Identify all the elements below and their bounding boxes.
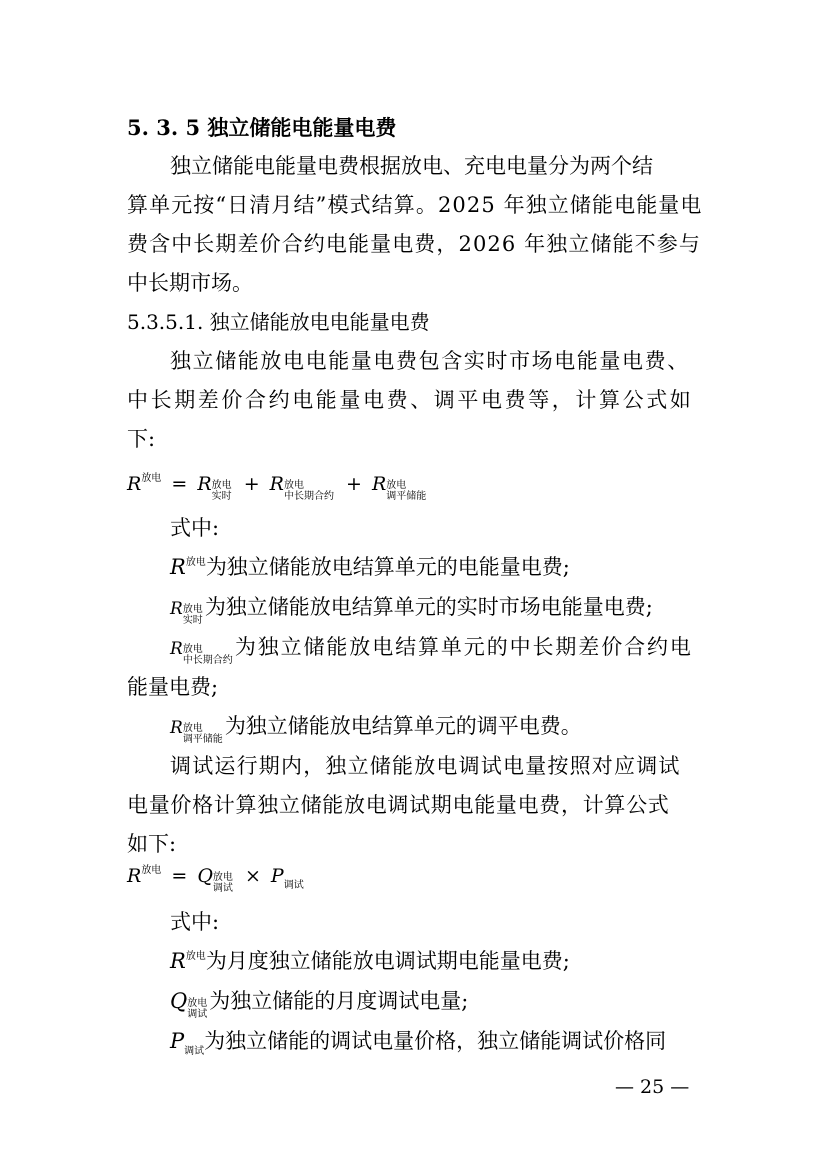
text: 独立储能电能量电费根据放电、充电电量分为两个结 xyxy=(170,154,653,178)
q-sup: 放电 xyxy=(212,872,233,883)
definition-text: 为独立储能放电结算单元的中长期差价合约电 xyxy=(234,635,693,659)
times-sign: × xyxy=(244,865,261,887)
term3-sub: 调平储能 xyxy=(386,491,427,502)
section-para-line-3: 费含中长期差价合约电能量电费，2026 年独立储能不参与 xyxy=(127,232,701,256)
p-sub: 调试 xyxy=(283,880,304,891)
symbol: R xyxy=(170,555,186,579)
formula-symbol: Q xyxy=(197,865,213,887)
definition2-2 xyxy=(170,991,468,1020)
formula-symbol: R xyxy=(127,865,142,887)
definition-4 xyxy=(170,716,582,745)
definition-text: 为独立储能的月度调试电量; xyxy=(209,989,469,1013)
definition-text: 为独立储能放电结算单元的调平电费。 xyxy=(224,714,582,738)
equals-sign: = xyxy=(171,473,188,495)
sub: 调试 xyxy=(187,1009,208,1020)
sup: 放电 xyxy=(182,644,203,655)
where-label-2: 式中: xyxy=(170,910,220,934)
scripts xyxy=(183,644,233,666)
definition-1 xyxy=(170,557,570,578)
scripts xyxy=(187,998,207,1020)
subsection-para-line-1: 独立储能放电电能量电费包含实时市场电能量电费、 xyxy=(170,349,690,373)
scripts xyxy=(183,723,223,745)
section-para-line-4: 中长期市场。 xyxy=(127,271,253,295)
subsection-heading: 5.3.5.1. 独立储能放电电能量电费 xyxy=(127,310,430,334)
symbol: Q xyxy=(170,989,188,1013)
term1-sup: 放电 xyxy=(211,480,232,491)
term3-scripts xyxy=(386,480,426,502)
para2-line-2: 电量价格计算独立储能放电调试期电能量电费，计算公式 xyxy=(127,793,670,817)
subsection-para-line-2: 中长期差价合约电能量电费、调平电费等，计算公式如 xyxy=(127,388,694,412)
sup: 放电 xyxy=(187,998,208,1009)
formula-symbol: P xyxy=(270,865,284,887)
formula-superscript: 放电 xyxy=(141,473,162,484)
superscript: 放电 xyxy=(185,557,206,568)
formula-discharge-fee xyxy=(127,474,428,502)
formula-debug-fee xyxy=(127,866,304,894)
section-para-line-2: 算单元按“日清月结”模式结算。2025 年独立储能电能量电 xyxy=(127,193,703,217)
definition2-1 xyxy=(170,951,570,972)
symbol: R xyxy=(170,949,186,973)
term1-scripts xyxy=(212,480,232,502)
symbol: P xyxy=(170,1029,185,1053)
symbol: R xyxy=(170,718,183,738)
definition-text: 为独立储能的调试电量价格，独立储能调试价格同 xyxy=(204,1029,667,1053)
sub: 调平储能 xyxy=(182,734,223,745)
formula-symbol: R xyxy=(197,473,212,495)
section-heading: 5. 3. 5 独立储能电能量电费 xyxy=(127,115,397,140)
definition2-3 xyxy=(170,1031,666,1057)
sup: 放电 xyxy=(182,604,203,615)
definition-text: 为独立储能放电结算单元的实时市场电能量电费; xyxy=(204,595,653,619)
formula-symbol: R xyxy=(269,473,284,495)
term1-sub: 实时 xyxy=(211,491,232,502)
definition-text: 为独立储能放电结算单元的电能量电费; xyxy=(205,555,570,579)
subsection-para-line-3: 下: xyxy=(127,427,156,451)
sub: 调试 xyxy=(184,1046,205,1057)
page-number: — 25 — xyxy=(615,1076,690,1098)
plus-sign: + xyxy=(243,473,260,495)
formula-symbol: R xyxy=(371,473,387,495)
definition-3-cont: 能量电费; xyxy=(127,675,219,699)
q-scripts xyxy=(213,872,233,894)
term3-sup: 放电 xyxy=(386,480,407,491)
term2-sub: 中长期合约 xyxy=(283,491,334,502)
definition-3 xyxy=(170,637,693,666)
scripts xyxy=(183,604,203,626)
symbol: R xyxy=(170,639,183,659)
para2-line-3: 如下: xyxy=(127,832,177,856)
plus-sign: + xyxy=(346,473,362,495)
para2-line-1: 调试运行期内，独立储能放电调试电量按照对应调试 xyxy=(170,754,681,778)
sub: 中长期合约 xyxy=(182,655,233,666)
formula-symbol: R xyxy=(127,473,142,495)
where-label: 式中: xyxy=(170,516,220,540)
equals-sign: = xyxy=(171,865,188,887)
q-sub: 调试 xyxy=(212,883,233,894)
definition-text: 为月度独立储能放电调试期电能量电费; xyxy=(205,949,570,973)
sub: 实时 xyxy=(182,615,203,626)
definition-2 xyxy=(170,597,653,626)
term2-scripts xyxy=(284,480,334,502)
superscript: 放电 xyxy=(185,951,206,962)
sup: 放电 xyxy=(182,723,203,734)
formula-superscript: 放电 xyxy=(141,865,162,876)
section-para-line-1 xyxy=(170,156,701,177)
symbol: R xyxy=(170,599,183,619)
term2-sup: 放电 xyxy=(283,480,304,491)
